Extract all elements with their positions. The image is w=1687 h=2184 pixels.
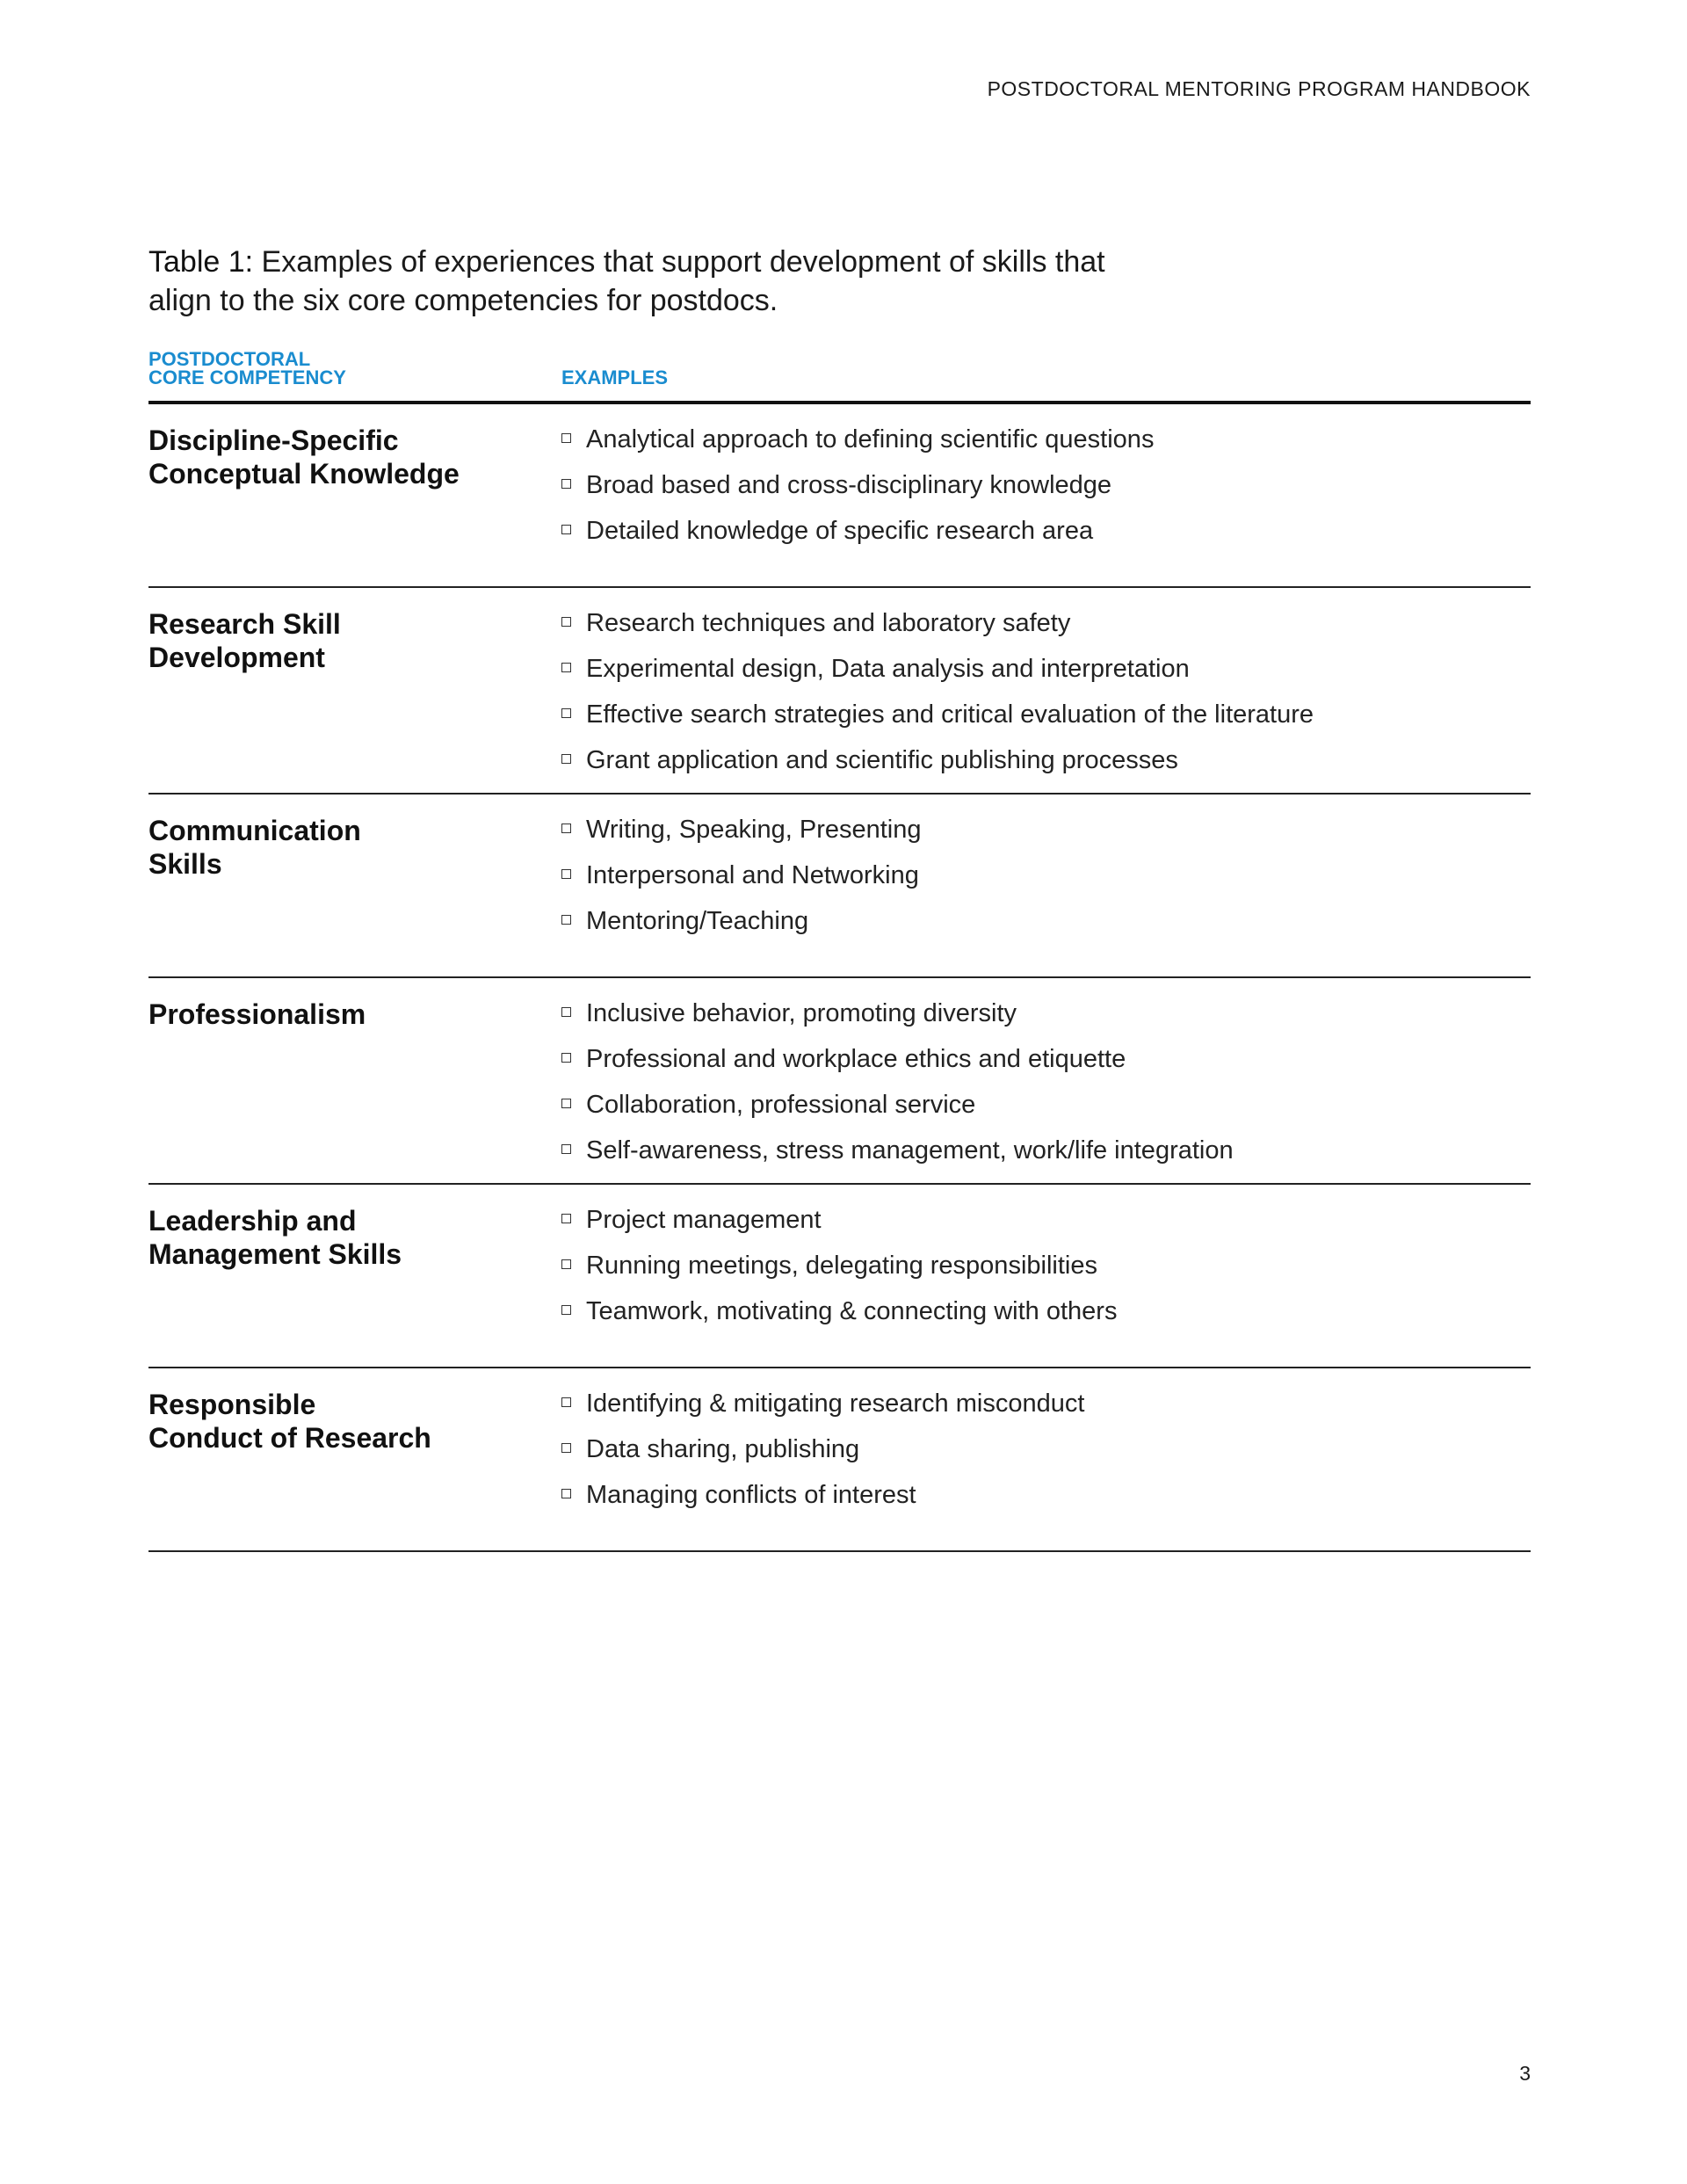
example-text: Self-awareness, stress management, work/life integration: [586, 1136, 1234, 1165]
example-text: Inclusive behavior, promoting diversity: [586, 999, 1017, 1027]
example-item: [561, 996, 1234, 1041]
checkbox-square-icon: [561, 915, 571, 925]
checkbox-square-icon: [561, 479, 571, 489]
example-text: Writing, Speaking, Presenting: [586, 816, 922, 844]
competency-name: [148, 814, 535, 881]
example-item: [561, 1133, 1234, 1179]
examples-list: [561, 1386, 1084, 1523]
examples-list: [561, 606, 1314, 788]
competency-line: Communication: [148, 815, 361, 846]
competency-line: Management Skills: [148, 1238, 402, 1270]
example-text: Detailed knowledge of specific research area: [586, 517, 1094, 545]
example-text: Professional and workplace ethics and etiquette: [586, 1045, 1126, 1073]
competency-line: Research Skill: [148, 608, 341, 640]
checkbox-square-icon: [561, 1397, 571, 1407]
example-text: Mentoring/Teaching: [586, 907, 809, 935]
competency-name: [148, 424, 535, 490]
checkbox-square-icon: [561, 1099, 571, 1108]
example-text: Project management: [586, 1206, 822, 1234]
example-item: [561, 903, 922, 949]
example-item: [561, 422, 1154, 468]
example-item: [561, 1248, 1117, 1294]
example-text: Broad based and cross-disciplinary knowledge: [586, 471, 1112, 499]
checkbox-square-icon: [561, 525, 571, 534]
example-item: [561, 1202, 1117, 1248]
checkbox-square-icon: [561, 433, 571, 443]
examples-list: [561, 996, 1234, 1179]
example-item: [561, 1294, 1117, 1339]
competency-name: [148, 1388, 535, 1455]
competency-line: Responsible: [148, 1389, 316, 1420]
checkbox-square-icon: [561, 1305, 571, 1315]
example-item: [561, 606, 1314, 651]
checkbox-square-icon: [561, 1144, 571, 1154]
table-row: [148, 404, 1531, 588]
caption-text: Examples of experiences that support development of skills that align to the six core competencies for postdocs.: [148, 245, 1105, 317]
example-text: Grant application and scientific publishing processes: [586, 746, 1178, 774]
competency-name: [148, 998, 535, 1031]
example-text: Identifying & mitigating research misconduct: [586, 1389, 1085, 1418]
table-row: [148, 1185, 1531, 1368]
example-text: Research techniques and laboratory safety: [586, 609, 1071, 637]
competency-name: [148, 607, 535, 674]
checkbox-square-icon: [561, 617, 571, 627]
table-row: [148, 795, 1531, 978]
example-item: [561, 812, 922, 858]
column-header-competency-line1: POSTDOCTORAL: [148, 348, 311, 370]
checkbox-square-icon: [561, 824, 571, 833]
checkbox-square-icon: [561, 1053, 571, 1063]
example-item: [561, 1432, 1084, 1477]
competency-table: [148, 348, 1531, 1552]
example-item: [561, 1386, 1084, 1432]
checkbox-square-icon: [561, 1214, 571, 1223]
example-text: Experimental design, Data analysis and interpretation: [586, 655, 1190, 683]
table-header: [148, 348, 1531, 404]
competency-line: Skills: [148, 848, 222, 880]
page-number: 3: [1519, 2062, 1531, 2085]
example-item: [561, 743, 1314, 788]
competency-line: Conceptual Knowledge: [148, 458, 460, 490]
example-text: Running meetings, delegating responsibilities: [586, 1252, 1097, 1280]
example-text: Analytical approach to defining scientific questions: [586, 425, 1155, 453]
example-item: [561, 1477, 1084, 1523]
example-item: [561, 651, 1314, 697]
example-item: [561, 697, 1314, 743]
checkbox-square-icon: [561, 708, 571, 718]
table-row: [148, 978, 1531, 1185]
table-caption: [148, 243, 1115, 320]
example-item: [561, 1041, 1234, 1087]
checkbox-square-icon: [561, 869, 571, 879]
competency-line: Development: [148, 642, 325, 673]
checkbox-square-icon: [561, 1443, 571, 1453]
caption-label: Table 1:: [148, 245, 254, 279]
column-header-examples: EXAMPLES: [561, 366, 669, 388]
example-item: [561, 468, 1154, 513]
example-text: Teamwork, motivating & connecting with others: [586, 1297, 1118, 1325]
checkbox-square-icon: [561, 1007, 571, 1017]
examples-list: [561, 812, 922, 949]
example-text: Effective search strategies and critical evaluation of the literature: [586, 700, 1314, 729]
example-text: Managing conflicts of interest: [586, 1481, 916, 1509]
checkbox-square-icon: [561, 754, 571, 764]
table-row: [148, 1368, 1531, 1552]
competency-name: [148, 1204, 535, 1271]
example-item: [561, 858, 922, 903]
example-text: Data sharing, publishing: [586, 1435, 860, 1463]
example-text: Collaboration, professional service: [586, 1091, 976, 1119]
column-header-competency-line2: CORE COMPETENCY: [148, 366, 346, 388]
checkbox-square-icon: [561, 663, 571, 672]
examples-list: [561, 1202, 1117, 1339]
competency-line: Leadership and: [148, 1205, 357, 1237]
example-item: [561, 513, 1154, 559]
competency-line: Conduct of Research: [148, 1422, 431, 1454]
example-item: [561, 1087, 1234, 1133]
column-header-competency: [148, 350, 518, 387]
checkbox-square-icon: [561, 1259, 571, 1269]
example-text: Interpersonal and Networking: [586, 861, 919, 889]
examples-list: [561, 422, 1154, 559]
competency-line: Discipline-Specific: [148, 424, 399, 456]
running-header: POSTDOCTORAL MENTORING PROGRAM HANDBOOK: [987, 77, 1531, 100]
table-row: [148, 588, 1531, 795]
checkbox-square-icon: [561, 1489, 571, 1498]
competency-line: Professionalism: [148, 998, 366, 1030]
